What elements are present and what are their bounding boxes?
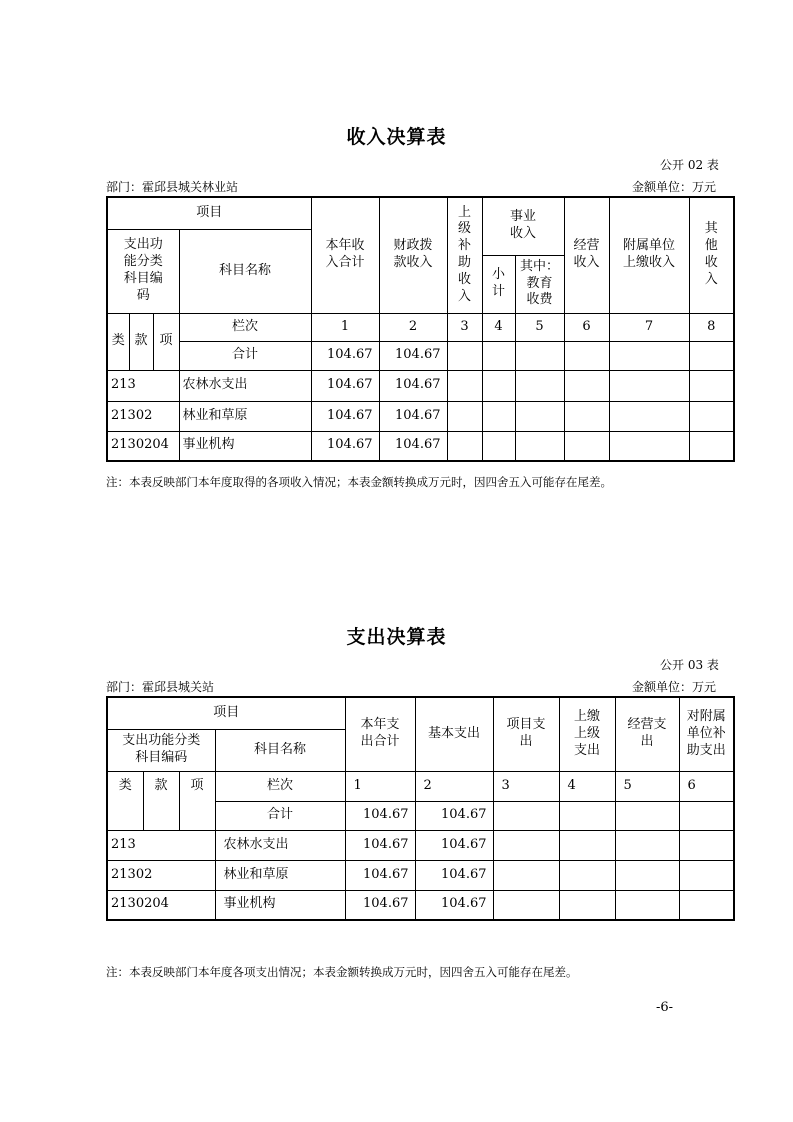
sum-cell bbox=[493, 801, 559, 830]
row-value: 104.67 bbox=[379, 431, 447, 461]
row-value bbox=[689, 431, 734, 461]
header-item: 款 bbox=[143, 771, 179, 830]
row-value bbox=[689, 370, 734, 401]
table-row bbox=[107, 860, 734, 890]
sum-cell bbox=[609, 341, 689, 370]
header-other-income: 其 他 收 入 bbox=[689, 197, 734, 313]
header-func-code: 支出功能分类 科目编码 bbox=[107, 729, 215, 771]
row-value bbox=[609, 370, 689, 401]
header-project: 项目 bbox=[107, 197, 311, 229]
header-category: 类 bbox=[107, 771, 143, 830]
row-value: 104.67 bbox=[415, 830, 493, 860]
row-value bbox=[515, 401, 564, 431]
sum-cell bbox=[564, 341, 609, 370]
header-subitem: 项 bbox=[153, 313, 179, 370]
col-number: 6 bbox=[564, 313, 609, 341]
header-affiliated-expense: 对附属 单位补 助支出 bbox=[679, 697, 734, 771]
row-name: 事业机构 bbox=[215, 890, 345, 920]
row-value: 104.67 bbox=[311, 401, 379, 431]
col-number: 7 bbox=[609, 313, 689, 341]
row-name: 林业和草原 bbox=[179, 401, 311, 431]
row-value bbox=[493, 860, 559, 890]
row-value: 104.67 bbox=[345, 830, 415, 860]
row-value: 104.67 bbox=[379, 370, 447, 401]
row-value bbox=[559, 890, 615, 920]
sum-label: 合计 bbox=[179, 341, 311, 370]
table-row bbox=[107, 830, 734, 860]
row-value bbox=[482, 370, 515, 401]
sum-cell bbox=[482, 341, 515, 370]
row-value bbox=[679, 860, 734, 890]
row-name: 林业和草原 bbox=[215, 860, 345, 890]
row-value: 104.67 bbox=[311, 431, 379, 461]
sum-cell: 104.67 bbox=[415, 801, 493, 830]
expense-note: 注：本表反映部门本年度各项支出情况；本表金额转换成万元时，因四舍五入可能存在尾差。 bbox=[106, 965, 578, 979]
income-table-code: 公开 02 表 bbox=[660, 158, 719, 172]
row-value: 104.67 bbox=[345, 890, 415, 920]
sum-cell bbox=[679, 801, 734, 830]
row-code: 213 bbox=[107, 370, 179, 401]
row-value bbox=[447, 401, 482, 431]
expense-unit: 金额单位：万元 bbox=[632, 680, 717, 694]
table-row bbox=[107, 370, 734, 401]
col-number: 6 bbox=[679, 771, 734, 801]
col-number: 4 bbox=[559, 771, 615, 801]
header-total-expense: 本年支 出合计 bbox=[345, 697, 415, 771]
row-value bbox=[482, 431, 515, 461]
row-value bbox=[609, 431, 689, 461]
col-number: 8 bbox=[689, 313, 734, 341]
table-row bbox=[107, 890, 734, 920]
row-code: 2130204 bbox=[107, 890, 215, 920]
row-value: 104.67 bbox=[345, 860, 415, 890]
col-number: 1 bbox=[311, 313, 379, 341]
row-value bbox=[679, 830, 734, 860]
row-value bbox=[564, 431, 609, 461]
row-value bbox=[515, 431, 564, 461]
row-value: 104.67 bbox=[415, 890, 493, 920]
header-operating-expense: 经营支 出 bbox=[615, 697, 679, 771]
header-basic-expense: 基本支出 bbox=[415, 697, 493, 771]
row-value bbox=[564, 401, 609, 431]
income-note: 注：本表反映部门本年度取得的各项收入情况；本表金额转换成万元时，因四舍五入可能存在尾差。 bbox=[106, 475, 612, 489]
row-value: 104.67 bbox=[379, 401, 447, 431]
header-superior-expense: 上缴 上级 支出 bbox=[559, 697, 615, 771]
header-affiliated-income: 附属单位 上缴收入 bbox=[609, 197, 689, 313]
income-table-title: 收入决算表 bbox=[346, 126, 447, 148]
sum-cell bbox=[615, 801, 679, 830]
sum-label: 合计 bbox=[215, 801, 345, 830]
header-career-income: 事业 收入 bbox=[482, 197, 564, 255]
header-item: 款 bbox=[129, 313, 153, 370]
header-total-income: 本年收 入合计 bbox=[311, 197, 379, 313]
row-name: 农林水支出 bbox=[179, 370, 311, 401]
row-code: 213 bbox=[107, 830, 215, 860]
row-value bbox=[559, 860, 615, 890]
row-value bbox=[615, 830, 679, 860]
row-value bbox=[564, 370, 609, 401]
header-project: 项目 bbox=[107, 697, 345, 729]
expense-table bbox=[106, 696, 735, 921]
row-value bbox=[493, 890, 559, 920]
row-code: 2130204 bbox=[107, 431, 179, 461]
header-subject-name: 科目名称 bbox=[179, 229, 311, 313]
row-value: 104.67 bbox=[415, 860, 493, 890]
header-superior-subsidy: 上 级 补 助 收 入 bbox=[447, 197, 482, 313]
header-column-no: 栏次 bbox=[179, 313, 311, 341]
income-dept: 部门：霍邱县城关林业站 bbox=[106, 180, 239, 194]
row-value bbox=[493, 830, 559, 860]
sum-cell: 104.67 bbox=[345, 801, 415, 830]
sum-cell: 104.67 bbox=[311, 341, 379, 370]
col-number: 3 bbox=[447, 313, 482, 341]
col-number: 5 bbox=[615, 771, 679, 801]
row-value: 104.67 bbox=[311, 370, 379, 401]
income-table bbox=[106, 196, 735, 462]
table-row bbox=[107, 431, 734, 461]
row-value bbox=[615, 890, 679, 920]
header-operating-income: 经营 收入 bbox=[564, 197, 609, 313]
row-value bbox=[615, 860, 679, 890]
header-subject-name: 科目名称 bbox=[215, 729, 345, 771]
header-category: 类 bbox=[107, 313, 129, 370]
header-column-no: 栏次 bbox=[215, 771, 345, 801]
expense-dept: 部门：霍邱县城关站 bbox=[106, 680, 215, 694]
expense-table-title: 支出决算表 bbox=[346, 626, 447, 648]
col-number: 2 bbox=[379, 313, 447, 341]
col-number: 5 bbox=[515, 313, 564, 341]
header-project-expense: 项目支 出 bbox=[493, 697, 559, 771]
header-edu-fee: 其中： 教育 收费 bbox=[515, 255, 564, 313]
col-number: 1 bbox=[345, 771, 415, 801]
header-func-code: 支出功 能分类 科目编 码 bbox=[107, 229, 179, 313]
header-fiscal-income: 财政拨 款收入 bbox=[379, 197, 447, 313]
sum-cell: 104.67 bbox=[379, 341, 447, 370]
header-subtotal: 小 计 bbox=[482, 255, 515, 313]
row-value bbox=[609, 401, 689, 431]
row-value bbox=[689, 401, 734, 431]
expense-table-code: 公开 03 表 bbox=[660, 658, 719, 672]
col-number: 3 bbox=[493, 771, 559, 801]
header-subitem: 项 bbox=[179, 771, 215, 830]
row-name: 农林水支出 bbox=[215, 830, 345, 860]
sum-cell bbox=[689, 341, 734, 370]
col-number: 4 bbox=[482, 313, 515, 341]
col-number: 2 bbox=[415, 771, 493, 801]
row-value bbox=[559, 830, 615, 860]
row-value bbox=[447, 431, 482, 461]
row-value bbox=[515, 370, 564, 401]
row-name: 事业机构 bbox=[179, 431, 311, 461]
table-row bbox=[107, 401, 734, 431]
row-code: 21302 bbox=[107, 860, 215, 890]
row-value bbox=[679, 890, 734, 920]
page-number: -6- bbox=[656, 1000, 674, 1015]
sum-cell bbox=[515, 341, 564, 370]
income-unit: 金额单位：万元 bbox=[632, 180, 717, 194]
row-value bbox=[482, 401, 515, 431]
sum-cell bbox=[559, 801, 615, 830]
row-value bbox=[447, 370, 482, 401]
sum-cell bbox=[447, 341, 482, 370]
row-code: 21302 bbox=[107, 401, 179, 431]
